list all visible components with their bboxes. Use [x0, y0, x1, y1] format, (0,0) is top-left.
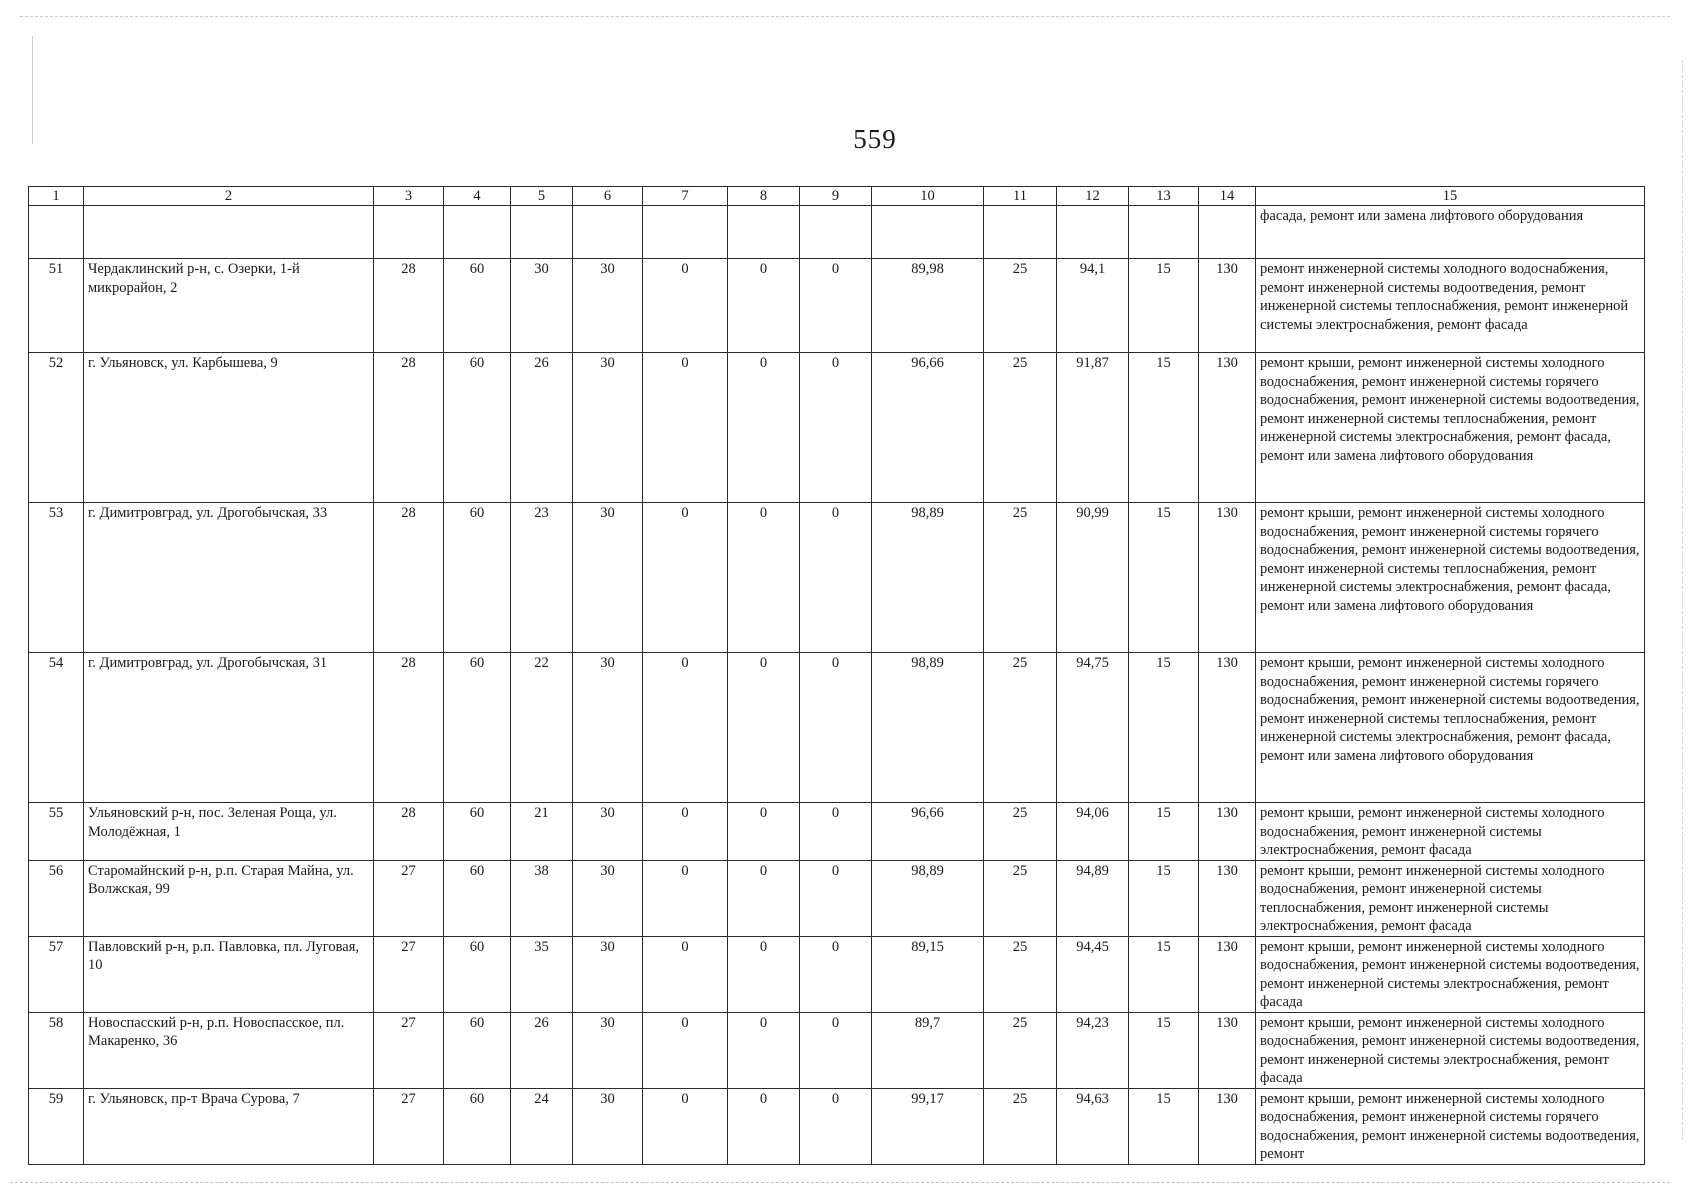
value-column-6: 30	[573, 860, 643, 936]
column-number-6: 6	[573, 187, 643, 206]
value-column-7: 0	[643, 1012, 728, 1088]
address: г. Димитровград, ул. Дрогобычская, 31	[84, 653, 374, 803]
table-row	[29, 503, 1645, 653]
scan-edge-top	[20, 16, 1670, 17]
value-column-10: 89,98	[872, 259, 984, 353]
value-column-11: 25	[984, 1088, 1057, 1164]
table-row	[29, 1088, 1645, 1164]
value-column-6: 30	[573, 1012, 643, 1088]
value-column-14: 130	[1199, 1012, 1256, 1088]
value-column-12: 94,06	[1057, 803, 1129, 861]
row-number: 59	[29, 1088, 84, 1164]
value-column-5: 23	[511, 503, 573, 653]
row-number: 58	[29, 1012, 84, 1088]
value-column-8: 0	[728, 936, 800, 1012]
scan-edge-right	[1682, 60, 1683, 1140]
value-column-9: 0	[800, 936, 872, 1012]
row-number: 51	[29, 259, 84, 353]
table-cell	[984, 206, 1057, 259]
table-cell	[1129, 206, 1199, 259]
value-column-14: 130	[1199, 936, 1256, 1012]
value-column-3: 27	[374, 860, 444, 936]
address: г. Димитровград, ул. Дрогобычская, 33	[84, 503, 374, 653]
table-cell	[728, 206, 800, 259]
value-column-13: 15	[1129, 803, 1199, 861]
value-column-9: 0	[800, 259, 872, 353]
column-number-9: 9	[800, 187, 872, 206]
value-column-7: 0	[643, 1088, 728, 1164]
value-column-8: 0	[728, 803, 800, 861]
value-column-10: 96,66	[872, 803, 984, 861]
row-number: 54	[29, 653, 84, 803]
work-description: ремонт крыши, ремонт инженерной системы холодного водоснабжения, ремонт инженерной системы водоотведения, ремонт инженерной системы электроснабжения, ремонт фасада	[1256, 936, 1645, 1012]
value-column-6: 30	[573, 259, 643, 353]
value-column-14: 130	[1199, 259, 1256, 353]
value-column-7: 0	[643, 503, 728, 653]
value-column-10: 99,17	[872, 1088, 984, 1164]
value-column-12: 91,87	[1057, 353, 1129, 503]
table-row	[29, 653, 1645, 803]
value-column-14: 130	[1199, 803, 1256, 861]
value-column-4: 60	[444, 259, 511, 353]
scan-edge-left	[32, 36, 33, 144]
value-column-8: 0	[728, 860, 800, 936]
value-column-9: 0	[800, 653, 872, 803]
row-number: 53	[29, 503, 84, 653]
value-column-9: 0	[800, 503, 872, 653]
value-column-5: 35	[511, 936, 573, 1012]
value-column-4: 60	[444, 860, 511, 936]
table-cell	[374, 206, 444, 259]
work-description: ремонт крыши, ремонт инженерной системы холодного водоснабжения, ремонт инженерной системы водоотведения, ремонт инженерной системы электроснабжения, ремонт фасада	[1256, 1012, 1645, 1088]
table-row	[29, 936, 1645, 1012]
value-column-10: 98,89	[872, 503, 984, 653]
value-column-13: 15	[1129, 860, 1199, 936]
value-column-14: 130	[1199, 1088, 1256, 1164]
value-column-12: 94,1	[1057, 259, 1129, 353]
value-column-3: 28	[374, 259, 444, 353]
row-number: 56	[29, 860, 84, 936]
column-number-3: 3	[374, 187, 444, 206]
value-column-3: 28	[374, 503, 444, 653]
value-column-9: 0	[800, 1088, 872, 1164]
value-column-7: 0	[643, 653, 728, 803]
column-number-row	[29, 187, 1645, 206]
value-column-13: 15	[1129, 936, 1199, 1012]
column-number-14: 14	[1199, 187, 1256, 206]
table-row	[29, 860, 1645, 936]
value-column-3: 27	[374, 1012, 444, 1088]
row-number: 57	[29, 936, 84, 1012]
table-row	[29, 1012, 1645, 1088]
value-column-13: 15	[1129, 353, 1199, 503]
value-column-10: 96,66	[872, 353, 984, 503]
value-column-7: 0	[643, 259, 728, 353]
value-column-7: 0	[643, 353, 728, 503]
table-cell	[643, 206, 728, 259]
work-description: ремонт крыши, ремонт инженерной системы холодного водоснабжения, ремонт инженерной системы теплоснабжения, ремонт инженерной системы электроснабжения, ремонт фасада	[1256, 860, 1645, 936]
value-column-3: 28	[374, 353, 444, 503]
value-column-13: 15	[1129, 1088, 1199, 1164]
value-column-14: 130	[1199, 353, 1256, 503]
column-number-5: 5	[511, 187, 573, 206]
scan-edge-bottom	[10, 1182, 1670, 1183]
value-column-8: 0	[728, 653, 800, 803]
table-cell	[444, 206, 511, 259]
value-column-10: 89,15	[872, 936, 984, 1012]
value-column-10: 98,89	[872, 860, 984, 936]
table-cell	[511, 206, 573, 259]
value-column-12: 94,89	[1057, 860, 1129, 936]
value-column-8: 0	[728, 1012, 800, 1088]
continuation-row	[29, 206, 1645, 259]
value-column-5: 24	[511, 1088, 573, 1164]
value-column-5: 21	[511, 803, 573, 861]
table-cell	[573, 206, 643, 259]
value-column-4: 60	[444, 936, 511, 1012]
value-column-3: 28	[374, 803, 444, 861]
address: Новоспасский р-н, р.п. Новоспасское, пл. Макаренко, 36	[84, 1012, 374, 1088]
row-number: 55	[29, 803, 84, 861]
table-cell	[29, 206, 84, 259]
value-column-6: 30	[573, 1088, 643, 1164]
value-column-3: 27	[374, 936, 444, 1012]
column-number-7: 7	[643, 187, 728, 206]
value-column-9: 0	[800, 860, 872, 936]
column-number-1: 1	[29, 187, 84, 206]
value-column-12: 94,45	[1057, 936, 1129, 1012]
address: г. Ульяновск, ул. Карбышева, 9	[84, 353, 374, 503]
value-column-7: 0	[643, 860, 728, 936]
value-column-8: 0	[728, 259, 800, 353]
page-number: 559	[853, 124, 897, 154]
column-number-8: 8	[728, 187, 800, 206]
table-cell	[1199, 206, 1256, 259]
value-column-5: 30	[511, 259, 573, 353]
table-row	[29, 803, 1645, 861]
work-description: фасада, ремонт или замена лифтового оборудования	[1256, 206, 1645, 259]
value-column-6: 30	[573, 353, 643, 503]
value-column-6: 30	[573, 503, 643, 653]
table-row	[29, 259, 1645, 353]
value-column-14: 130	[1199, 653, 1256, 803]
value-column-6: 30	[573, 653, 643, 803]
value-column-14: 130	[1199, 860, 1256, 936]
value-column-8: 0	[728, 353, 800, 503]
value-column-6: 30	[573, 803, 643, 861]
value-column-11: 25	[984, 803, 1057, 861]
value-column-9: 0	[800, 1012, 872, 1088]
value-column-4: 60	[444, 653, 511, 803]
value-column-13: 15	[1129, 259, 1199, 353]
work-description: ремонт инженерной системы холодного водоснабжения, ремонт инженерной системы водоотведения, ремонт инженерной системы теплоснабжения, ремонт инженерной системы электроснабжения, ремонт фасада	[1256, 259, 1645, 353]
table-cell	[84, 206, 374, 259]
column-number-2: 2	[84, 187, 374, 206]
value-column-11: 25	[984, 653, 1057, 803]
value-column-4: 60	[444, 1088, 511, 1164]
value-column-12: 94,23	[1057, 1012, 1129, 1088]
value-column-3: 27	[374, 1088, 444, 1164]
value-column-9: 0	[800, 353, 872, 503]
work-description: ремонт крыши, ремонт инженерной системы холодного водоснабжения, ремонт инженерной системы электроснабжения, ремонт фасада	[1256, 803, 1645, 861]
repair-register-table	[28, 186, 1645, 1165]
value-column-13: 15	[1129, 503, 1199, 653]
value-column-10: 89,7	[872, 1012, 984, 1088]
value-column-11: 25	[984, 259, 1057, 353]
address: Ульяновский р-н, пос. Зеленая Роща, ул. Молодёжная, 1	[84, 803, 374, 861]
value-column-3: 28	[374, 653, 444, 803]
value-column-4: 60	[444, 803, 511, 861]
column-number-12: 12	[1057, 187, 1129, 206]
value-column-11: 25	[984, 860, 1057, 936]
work-description: ремонт крыши, ремонт инженерной системы холодного водоснабжения, ремонт инженерной системы горячего водоснабжения, ремонт инженерной системы водоотведения, ремонт инженерной системы теплоснабжения, ремонт инженерной системы электроснабжения, ремонт фасада, ремонт или замена лифтового оборудования	[1256, 503, 1645, 653]
value-column-7: 0	[643, 803, 728, 861]
work-description: ремонт крыши, ремонт инженерной системы холодного водоснабжения, ремонт инженерной системы горячего водоснабжения, ремонт инженерной системы водоотведения, ремонт инженерной системы теплоснабжения, ремонт инженерной системы электроснабжения, ремонт фасада, ремонт или замена лифтового оборудования	[1256, 653, 1645, 803]
table-cell	[1057, 206, 1129, 259]
column-number-13: 13	[1129, 187, 1199, 206]
value-column-4: 60	[444, 1012, 511, 1088]
table-row	[29, 353, 1645, 503]
address: Павловский р-н, р.п. Павловка, пл. Луговая, 10	[84, 936, 374, 1012]
value-column-7: 0	[643, 936, 728, 1012]
table-cell	[872, 206, 984, 259]
value-column-12: 94,63	[1057, 1088, 1129, 1164]
column-number-11: 11	[984, 187, 1057, 206]
address: г. Ульяновск, пр-т Врача Сурова, 7	[84, 1088, 374, 1164]
value-column-13: 15	[1129, 653, 1199, 803]
value-column-8: 0	[728, 1088, 800, 1164]
value-column-8: 0	[728, 503, 800, 653]
column-number-4: 4	[444, 187, 511, 206]
value-column-12: 94,75	[1057, 653, 1129, 803]
value-column-11: 25	[984, 353, 1057, 503]
value-column-5: 38	[511, 860, 573, 936]
value-column-14: 130	[1199, 503, 1256, 653]
value-column-11: 25	[984, 936, 1057, 1012]
value-column-4: 60	[444, 353, 511, 503]
value-column-6: 30	[573, 936, 643, 1012]
work-description: ремонт крыши, ремонт инженерной системы холодного водоснабжения, ремонт инженерной системы горячего водоснабжения, ремонт инженерной системы водоотведения, ремонт инженерной системы теплоснабжения, ремонт инженерной системы электроснабжения, ремонт фасада, ремонт или замена лифтового оборудования	[1256, 353, 1645, 503]
table-cell	[800, 206, 872, 259]
value-column-12: 90,99	[1057, 503, 1129, 653]
column-number-10: 10	[872, 187, 984, 206]
address: Старомайнский р-н, р.п. Старая Майна, ул. Волжская, 99	[84, 860, 374, 936]
value-column-5: 26	[511, 1012, 573, 1088]
value-column-11: 25	[984, 1012, 1057, 1088]
value-column-5: 26	[511, 353, 573, 503]
value-column-5: 22	[511, 653, 573, 803]
row-number: 52	[29, 353, 84, 503]
value-column-11: 25	[984, 503, 1057, 653]
value-column-13: 15	[1129, 1012, 1199, 1088]
address: Чердаклинский р-н, с. Озерки, 1-й микрорайон, 2	[84, 259, 374, 353]
value-column-4: 60	[444, 503, 511, 653]
value-column-10: 98,89	[872, 653, 984, 803]
value-column-9: 0	[800, 803, 872, 861]
column-number-15: 15	[1256, 187, 1645, 206]
work-description: ремонт крыши, ремонт инженерной системы холодного водоснабжения, ремонт инженерной системы горячего водоснабжения, ремонт инженерной системы водоотведения, ремонт	[1256, 1088, 1645, 1164]
